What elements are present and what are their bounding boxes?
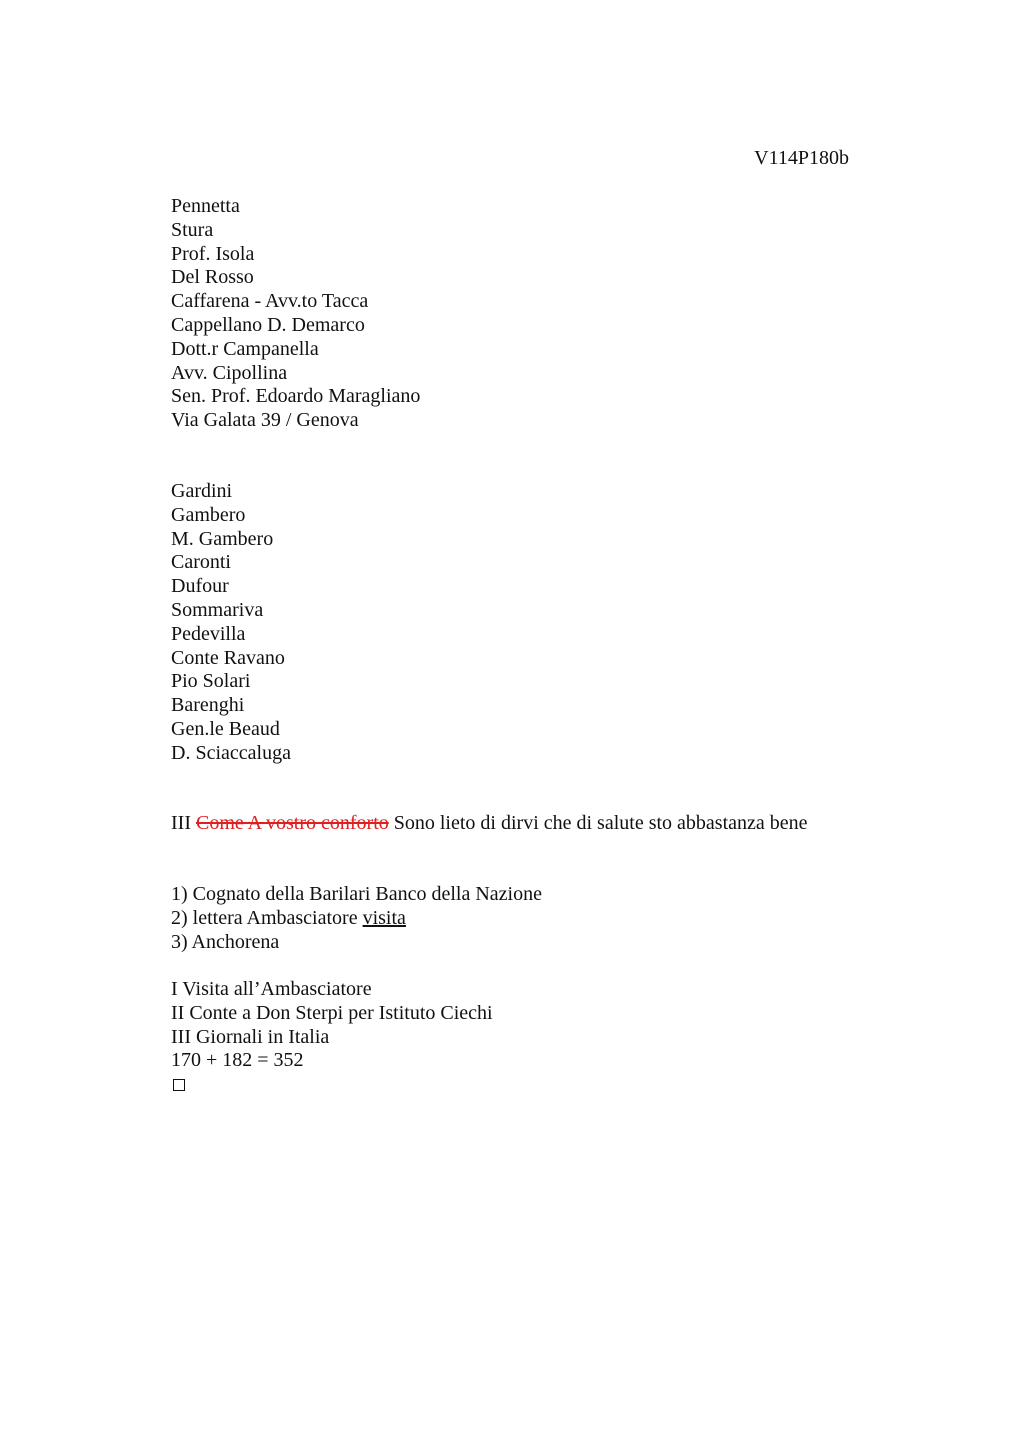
list-item: Cappellano D. Demarco — [171, 313, 365, 336]
list-item: M. Gambero — [171, 527, 274, 550]
numbered-item: 1) Cognato della Barilari Banco della Nazione — [171, 883, 542, 905]
roman-item: II Conte a Don Sterpi per Istituto Ciechi — [171, 1001, 493, 1024]
list-item: Gardini — [171, 480, 233, 502]
greeting-text: Sono lieto di dirvi che di salute sto abbastanza bene — [388, 812, 808, 834]
list-item: Stura — [171, 218, 214, 241]
list-item: Sommariva — [171, 598, 264, 621]
roman-item: I Visita all’Ambasciatore — [171, 978, 372, 1000]
struck-text: Come A vostro conforto — [195, 812, 389, 834]
sum-line: 170 + 182 = 352 — [171, 1049, 304, 1072]
list-item: Dott.r Campanella — [171, 337, 319, 360]
numbered-item-text: 2) lettera Ambasciatore — [171, 906, 363, 929]
underlined-text: visita — [362, 906, 406, 929]
list-item: Caronti — [171, 551, 231, 574]
list-item: Caffarena - Avv.to Tacca — [171, 290, 369, 313]
names-list-1 — [171, 195, 420, 433]
roman-list — [171, 978, 493, 1097]
list-item: Prof. Isola — [171, 242, 255, 265]
list-item: Del Rosso — [171, 266, 254, 289]
names-list-2 — [171, 480, 291, 766]
greeting-paragraph — [171, 812, 808, 836]
list-item: Sen. Prof. Edoardo Maragliano — [171, 385, 421, 408]
numbered-item: 3) Anchorena — [171, 930, 280, 953]
list-item: Conte Ravano — [171, 646, 285, 669]
list-item: Pedevilla — [171, 622, 246, 645]
roman-item: III Giornali in Italia — [171, 1025, 330, 1048]
numbered-list — [171, 883, 542, 954]
address-line: Via Galata 39 / Genova — [171, 409, 359, 432]
list-item: Avv. Cipollina — [171, 361, 288, 384]
list-item: Barenghi — [171, 694, 245, 717]
list-item: Gambero — [171, 503, 246, 526]
list-item: Dufour — [171, 575, 229, 598]
list-item: Pennetta — [171, 195, 240, 217]
numbered-item — [171, 907, 542, 931]
checkbox-square-icon — [173, 1079, 185, 1091]
list-item: Gen.le Beaud — [171, 717, 280, 740]
greeting-line — [171, 812, 808, 836]
page-id: V114P180b — [754, 147, 849, 169]
greeting-prefix: III — [171, 812, 196, 834]
checkbox-line — [171, 1073, 493, 1097]
list-item: Pio Solari — [171, 670, 251, 693]
list-item: D. Sciaccaluga — [171, 741, 291, 764]
